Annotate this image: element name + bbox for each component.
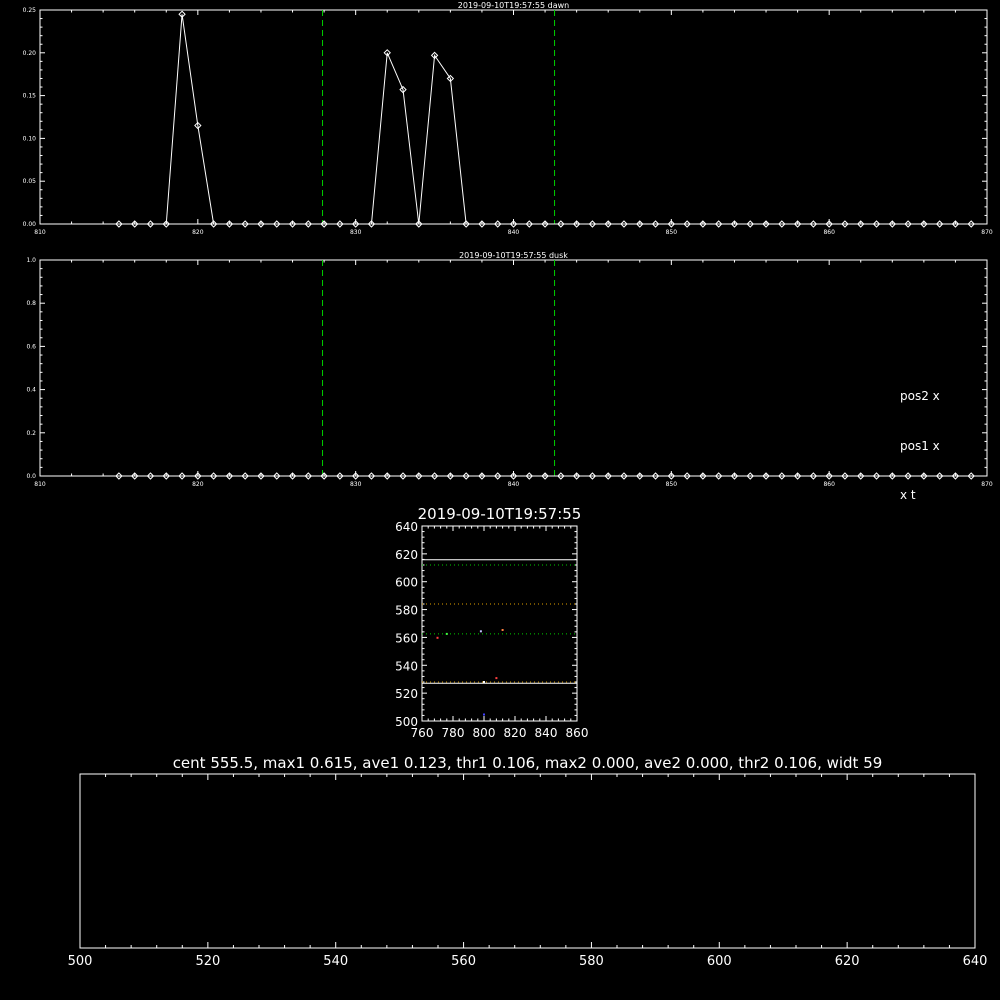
x-tick-label: 520: [195, 954, 221, 969]
y-tick-label: 560: [395, 631, 418, 646]
profile-panel: [68, 754, 988, 969]
y-tick-label: 540: [395, 659, 418, 674]
x-tick-label: 620: [834, 954, 860, 969]
scatter-point: [483, 714, 485, 716]
x-tick-label: 760: [410, 726, 434, 740]
chart-title: 2019-09-10T19:57:55: [417, 505, 582, 523]
plot-frame: [40, 10, 987, 224]
x-tick-label: 500: [67, 954, 93, 969]
annotation-pos2: pos2 x: [900, 389, 940, 403]
plot-frame: [422, 526, 577, 721]
y-tick-label: 0.6: [26, 343, 36, 351]
y-tick-label: 0.05: [22, 178, 36, 186]
x-tick-label: 840: [534, 726, 558, 740]
y-tick-label: 0.10: [22, 135, 36, 143]
x-tick-label: 820: [503, 726, 527, 740]
y-tick-label: 600: [395, 575, 418, 590]
plot-frame: [80, 774, 975, 948]
x-tick-label: 850: [665, 481, 678, 488]
y-tick-label: 0.15: [22, 92, 36, 100]
y-tick-label: 500: [395, 715, 418, 729]
x-tick-label: 640: [962, 954, 988, 969]
y-tick-label: 1.0: [26, 257, 36, 264]
chart-title: 2019-09-10T19:57:55 dawn: [457, 1, 570, 10]
x-tick-label: 820: [192, 229, 204, 236]
y-tick-label: 0.4: [26, 386, 36, 394]
scatter-point: [483, 681, 485, 683]
x-tick-label: 860: [823, 229, 835, 236]
x-tick-label: 860: [823, 481, 835, 488]
x-tick-label: 830: [349, 229, 362, 236]
x-tick-label: 810: [34, 229, 46, 236]
x-tick-label: 860: [565, 726, 589, 740]
y-tick-label: 520: [395, 687, 418, 702]
y-tick-label: 0.2: [26, 429, 36, 437]
position-panel: [395, 505, 588, 740]
y-tick-label: 0.8: [26, 300, 36, 308]
x-tick-label: 870: [981, 229, 993, 236]
plot-frame: [40, 260, 987, 476]
x-tick-label: 830: [349, 481, 362, 488]
x-tick-label: 820: [192, 481, 204, 488]
y-tick-label: 640: [395, 520, 418, 534]
scatter-point: [480, 630, 482, 632]
x-tick-label: 870: [981, 481, 993, 488]
y-tick-label: 620: [395, 547, 418, 562]
scatter-point: [502, 629, 504, 631]
dawn-panel: [23, 1, 993, 236]
x-tick-label: 780: [441, 726, 465, 740]
y-tick-label: 0.20: [22, 49, 36, 57]
x-tick-label: 840: [507, 229, 520, 236]
annotation-xt: x t: [900, 488, 916, 502]
x-tick-label: 810: [34, 481, 46, 488]
annotation-pos1: pos1 x: [900, 439, 940, 453]
dusk-panel: [26, 251, 992, 502]
dawn-series-line: [119, 14, 971, 224]
x-tick-label: 540: [323, 954, 349, 969]
chart-title: 2019-09-10T19:57:55 dusk: [459, 251, 568, 260]
scatter-point: [495, 677, 497, 679]
x-tick-label: 580: [579, 954, 604, 969]
scatter-point: [446, 633, 448, 635]
y-tick-label: 580: [395, 603, 418, 618]
y-tick-label: 0.0: [26, 473, 36, 480]
chart-title: cent 555.5, max1 0.615, ave1 0.123, thr1 0.106, max2 0.000, ave2 0.000, thr2 0.106, widt 59: [172, 754, 883, 772]
x-tick-label: 850: [665, 229, 678, 236]
x-tick-label: 800: [472, 726, 496, 740]
scatter-point: [437, 637, 439, 639]
x-tick-label: 600: [706, 954, 732, 969]
y-tick-label: 0.25: [22, 7, 36, 14]
y-tick-label: 0.00: [22, 221, 36, 228]
x-tick-label: 560: [451, 954, 476, 969]
x-tick-label: 840: [507, 481, 520, 488]
